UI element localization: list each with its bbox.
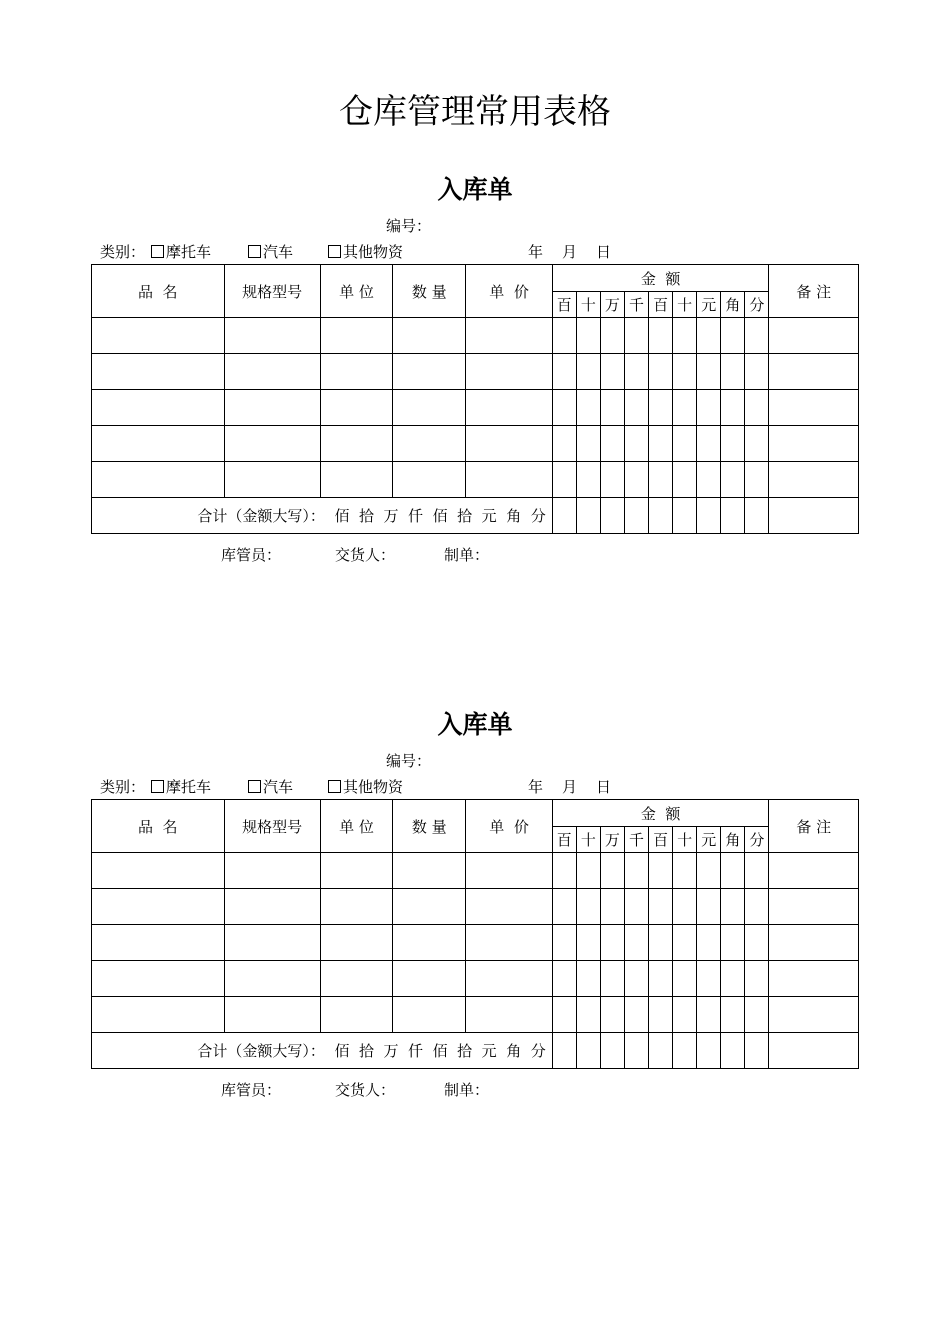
table-cell[interactable]	[393, 354, 466, 390]
table-cell[interactable]	[721, 426, 745, 462]
table-row	[92, 925, 859, 961]
table-cell[interactable]	[224, 925, 320, 961]
table-cell[interactable]	[393, 426, 466, 462]
form-title: 入库单	[437, 710, 513, 739]
table-cell[interactable]	[673, 1033, 697, 1069]
table-cell[interactable]	[393, 889, 466, 925]
table-cell[interactable]	[552, 961, 576, 997]
table-cell[interactable]	[624, 390, 648, 426]
table-cell[interactable]	[600, 889, 624, 925]
table-cell[interactable]	[600, 925, 624, 961]
table-row	[92, 853, 859, 889]
table-cell[interactable]	[697, 390, 721, 426]
table-row	[92, 426, 859, 462]
table-cell[interactable]	[576, 498, 600, 534]
table-cell[interactable]	[320, 354, 392, 390]
table-cell[interactable]	[697, 1033, 721, 1069]
table-cell[interactable]	[552, 889, 576, 925]
table-cell[interactable]	[393, 997, 466, 1033]
table-cell[interactable]	[721, 390, 745, 426]
table-cell[interactable]	[224, 889, 320, 925]
table-row	[92, 997, 859, 1033]
table-cell[interactable]	[769, 318, 859, 354]
table-cell[interactable]	[600, 354, 624, 390]
checkbox[interactable]	[248, 245, 261, 258]
table-cell[interactable]	[92, 354, 225, 390]
table-cell[interactable]	[624, 318, 648, 354]
table-cell[interactable]	[576, 426, 600, 462]
table-cell[interactable]	[649, 925, 673, 961]
category-option[interactable]	[151, 776, 211, 797]
table-cell[interactable]	[673, 997, 697, 1033]
table-cell[interactable]	[92, 426, 225, 462]
table-cell[interactable]	[224, 853, 320, 889]
table-cell[interactable]	[552, 1033, 576, 1069]
signature-label: 交货人：	[335, 1081, 396, 1099]
table-cell[interactable]	[320, 997, 392, 1033]
table-cell[interactable]	[624, 961, 648, 997]
table-cell[interactable]	[649, 853, 673, 889]
table-cell[interactable]	[697, 426, 721, 462]
table-cell[interactable]	[745, 318, 769, 354]
table-cell[interactable]	[466, 997, 552, 1033]
table-cell[interactable]	[624, 354, 648, 390]
table-cell[interactable]	[320, 318, 392, 354]
table-cell[interactable]	[600, 498, 624, 534]
amount-digit-header: 十	[673, 827, 697, 853]
table-cell[interactable]	[721, 498, 745, 534]
table-cell[interactable]	[769, 997, 859, 1033]
table-cell[interactable]	[320, 961, 392, 997]
table-cell[interactable]	[721, 997, 745, 1033]
category-option[interactable]	[248, 241, 293, 262]
header-row	[92, 800, 859, 827]
table-cell[interactable]	[92, 390, 225, 426]
table-cell[interactable]	[552, 462, 576, 498]
table-cell[interactable]	[649, 1033, 673, 1069]
table-cell[interactable]	[745, 889, 769, 925]
column-header-spec: 规格型号	[224, 800, 320, 853]
table-cell[interactable]	[320, 390, 392, 426]
column-header-remark: 备 注	[769, 265, 859, 318]
category-label: 类别：	[100, 243, 146, 261]
table-cell[interactable]	[576, 997, 600, 1033]
amount-digit-header: 百	[552, 292, 576, 318]
checkbox[interactable]	[328, 780, 341, 793]
table-cell[interactable]	[649, 318, 673, 354]
table-cell[interactable]	[673, 889, 697, 925]
category-option-label: 汽车	[263, 778, 294, 796]
table-cell[interactable]	[624, 853, 648, 889]
amount-digit-header: 百	[649, 292, 673, 318]
amount-digit-header: 元	[697, 292, 721, 318]
table-cell[interactable]	[673, 462, 697, 498]
table-cell[interactable]	[624, 997, 648, 1033]
table-cell[interactable]	[624, 889, 648, 925]
table-cell[interactable]	[769, 498, 859, 534]
table-cell[interactable]	[552, 997, 576, 1033]
table-cell[interactable]	[600, 390, 624, 426]
table-cell[interactable]	[721, 961, 745, 997]
table-cell[interactable]	[649, 462, 673, 498]
table-cell[interactable]	[224, 426, 320, 462]
date-part-label: 年	[528, 778, 544, 796]
table-cell[interactable]	[649, 498, 673, 534]
table-cell[interactable]	[673, 426, 697, 462]
table-cell[interactable]	[600, 1033, 624, 1069]
amount-digit-header: 万	[600, 827, 624, 853]
table-cell[interactable]	[697, 462, 721, 498]
table-cell[interactable]	[769, 354, 859, 390]
table-cell[interactable]	[224, 462, 320, 498]
table-cell[interactable]	[466, 354, 552, 390]
category-label: 类别：	[100, 778, 146, 796]
table-cell[interactable]	[745, 498, 769, 534]
table-cell[interactable]	[224, 318, 320, 354]
column-header-price: 单 价	[466, 800, 552, 853]
table-cell[interactable]	[92, 961, 225, 997]
table-cell[interactable]	[673, 354, 697, 390]
column-header-unit: 单 位	[320, 800, 392, 853]
table-cell[interactable]	[769, 390, 859, 426]
serial-number-label: 编号：	[386, 752, 432, 770]
category-option[interactable]	[328, 241, 403, 262]
table-cell[interactable]	[393, 462, 466, 498]
table-cell[interactable]	[466, 462, 552, 498]
table-cell[interactable]	[697, 498, 721, 534]
table-cell[interactable]	[224, 390, 320, 426]
checkbox[interactable]	[328, 245, 341, 258]
column-header-amount: 金 额	[552, 800, 769, 827]
date-part-label: 日	[596, 243, 612, 261]
table-cell[interactable]	[92, 462, 225, 498]
inbound-table	[91, 799, 859, 1069]
table-cell[interactable]	[466, 426, 552, 462]
table-cell[interactable]	[393, 390, 466, 426]
table-cell[interactable]	[697, 889, 721, 925]
table-cell[interactable]	[673, 961, 697, 997]
table-cell[interactable]	[697, 354, 721, 390]
amount-digit-header: 分	[745, 292, 769, 318]
table-cell[interactable]	[552, 498, 576, 534]
table-cell[interactable]	[466, 318, 552, 354]
column-header-price: 单 价	[466, 265, 552, 318]
table-cell[interactable]	[745, 961, 769, 997]
table-cell[interactable]	[320, 462, 392, 498]
column-header-amount: 金 额	[552, 265, 769, 292]
table-cell[interactable]	[649, 426, 673, 462]
category-option-label: 摩托车	[166, 778, 212, 796]
table-cell[interactable]	[745, 426, 769, 462]
table-cell[interactable]	[393, 925, 466, 961]
table-cell[interactable]	[624, 498, 648, 534]
header-row	[92, 265, 859, 292]
category-option[interactable]	[151, 241, 211, 262]
table-cell[interactable]	[769, 426, 859, 462]
table-cell[interactable]	[320, 889, 392, 925]
total-label: 合计（金额大写）： 佰 拾 万 仟 佰 拾 元 角 分	[92, 1033, 553, 1069]
column-header-name: 品 名	[92, 800, 225, 853]
amount-digit-header: 元	[697, 827, 721, 853]
table-cell[interactable]	[673, 390, 697, 426]
table-row	[92, 354, 859, 390]
column-header-unit: 单 位	[320, 265, 392, 318]
table-cell[interactable]	[393, 853, 466, 889]
table-cell[interactable]	[224, 354, 320, 390]
table-cell[interactable]	[552, 853, 576, 889]
table-cell[interactable]	[649, 997, 673, 1033]
table-cell[interactable]	[552, 354, 576, 390]
table-cell[interactable]	[552, 925, 576, 961]
table-cell[interactable]	[769, 462, 859, 498]
category-option[interactable]	[248, 776, 293, 797]
table-cell[interactable]	[466, 925, 552, 961]
table-cell[interactable]	[769, 925, 859, 961]
table-cell[interactable]	[721, 1033, 745, 1069]
table-cell[interactable]	[697, 853, 721, 889]
table-cell[interactable]	[721, 318, 745, 354]
table-cell[interactable]	[649, 889, 673, 925]
table-cell[interactable]	[576, 390, 600, 426]
table-cell[interactable]	[697, 925, 721, 961]
table-cell[interactable]	[92, 997, 225, 1033]
table-cell[interactable]	[92, 925, 225, 961]
table-cell[interactable]	[697, 997, 721, 1033]
table-cell[interactable]	[92, 889, 225, 925]
page-title: 仓库管理常用表格	[339, 92, 611, 132]
table-cell[interactable]	[576, 961, 600, 997]
table-cell[interactable]	[624, 426, 648, 462]
amount-digit-header: 十	[576, 292, 600, 318]
table-cell[interactable]	[721, 354, 745, 390]
table-cell[interactable]	[649, 390, 673, 426]
amount-digit-header: 十	[673, 292, 697, 318]
table-cell[interactable]	[769, 853, 859, 889]
table-cell[interactable]	[552, 318, 576, 354]
table-cell[interactable]	[721, 925, 745, 961]
category-option-label: 其他物资	[343, 778, 404, 796]
table-cell[interactable]	[320, 853, 392, 889]
table-cell[interactable]	[224, 961, 320, 997]
table-cell[interactable]	[320, 925, 392, 961]
table-cell[interactable]	[466, 390, 552, 426]
signature-label: 交货人：	[335, 546, 396, 564]
signature-label: 库管员：	[221, 1081, 282, 1099]
amount-digit-header: 角	[721, 827, 745, 853]
table-cell[interactable]	[649, 961, 673, 997]
table-cell[interactable]	[624, 925, 648, 961]
signature-label: 制单：	[444, 546, 490, 564]
table-cell[interactable]	[721, 462, 745, 498]
table-cell[interactable]	[745, 1033, 769, 1069]
category-option-label: 摩托车	[166, 243, 212, 261]
table-row	[92, 318, 859, 354]
signature-label: 制单：	[444, 1081, 490, 1099]
table-cell[interactable]	[673, 925, 697, 961]
date-part-label: 年	[528, 243, 544, 261]
category-option-label: 汽车	[263, 243, 294, 261]
checkbox[interactable]	[248, 780, 261, 793]
table-cell[interactable]	[393, 318, 466, 354]
signature-label: 库管员：	[221, 546, 282, 564]
checkbox[interactable]	[151, 245, 164, 258]
table-cell[interactable]	[745, 997, 769, 1033]
amount-digit-header: 分	[745, 827, 769, 853]
table-cell[interactable]	[673, 498, 697, 534]
table-cell[interactable]	[673, 853, 697, 889]
table-cell[interactable]	[745, 462, 769, 498]
table-cell[interactable]	[92, 318, 225, 354]
table-cell[interactable]	[745, 925, 769, 961]
table-cell[interactable]	[769, 961, 859, 997]
table-cell[interactable]	[576, 889, 600, 925]
table-cell[interactable]	[576, 1033, 600, 1069]
table-cell[interactable]	[576, 853, 600, 889]
table-row	[92, 462, 859, 498]
column-header-name: 品 名	[92, 265, 225, 318]
amount-digit-header: 百	[552, 827, 576, 853]
column-header-remark: 备 注	[769, 800, 859, 853]
table-cell[interactable]	[320, 426, 392, 462]
table-cell[interactable]	[466, 889, 552, 925]
inbound-table	[91, 264, 859, 534]
form-title: 入库单	[437, 175, 513, 204]
table-cell[interactable]	[624, 1033, 648, 1069]
table-cell[interactable]	[745, 354, 769, 390]
table-cell[interactable]	[745, 853, 769, 889]
table-cell[interactable]	[600, 426, 624, 462]
serial-number-label: 编号：	[386, 217, 432, 235]
category-option[interactable]	[328, 776, 403, 797]
table-cell[interactable]	[600, 318, 624, 354]
date-part-label: 月	[562, 243, 578, 261]
table-cell[interactable]	[466, 961, 552, 997]
table-row	[92, 889, 859, 925]
date-part-label: 日	[596, 778, 612, 796]
table-cell[interactable]	[624, 462, 648, 498]
amount-digit-header: 千	[624, 827, 648, 853]
table-cell[interactable]	[721, 853, 745, 889]
table-cell[interactable]	[600, 462, 624, 498]
table-cell[interactable]	[745, 390, 769, 426]
amount-digit-header: 十	[576, 827, 600, 853]
table-cell[interactable]	[393, 961, 466, 997]
table-cell[interactable]	[649, 354, 673, 390]
column-header-spec: 规格型号	[224, 265, 320, 318]
table-cell[interactable]	[769, 1033, 859, 1069]
column-header-qty: 数 量	[393, 265, 466, 318]
table-cell[interactable]	[552, 426, 576, 462]
table-cell[interactable]	[576, 354, 600, 390]
amount-digit-header: 千	[624, 292, 648, 318]
table-cell[interactable]	[697, 318, 721, 354]
table-cell[interactable]	[769, 889, 859, 925]
table-cell[interactable]	[224, 997, 320, 1033]
column-header-qty: 数 量	[393, 800, 466, 853]
table-cell[interactable]	[673, 318, 697, 354]
amount-digit-header: 万	[600, 292, 624, 318]
table-cell[interactable]	[466, 853, 552, 889]
table-cell[interactable]	[576, 318, 600, 354]
table-cell[interactable]	[600, 961, 624, 997]
checkbox[interactable]	[151, 780, 164, 793]
amount-digit-header: 角	[721, 292, 745, 318]
table-cell[interactable]	[576, 462, 600, 498]
category-option-label: 其他物资	[343, 243, 404, 261]
table-row	[92, 390, 859, 426]
total-label: 合计（金额大写）： 佰 拾 万 仟 佰 拾 元 角 分	[92, 498, 553, 534]
table-cell[interactable]	[721, 889, 745, 925]
table-cell[interactable]	[92, 853, 225, 889]
table-cell[interactable]	[576, 925, 600, 961]
table-cell[interactable]	[600, 997, 624, 1033]
amount-digit-header: 百	[649, 827, 673, 853]
total-row	[92, 1033, 859, 1069]
table-cell[interactable]	[552, 390, 576, 426]
date-part-label: 月	[562, 778, 578, 796]
table-cell[interactable]	[697, 961, 721, 997]
table-row	[92, 961, 859, 997]
total-row	[92, 498, 859, 534]
table-cell[interactable]	[600, 853, 624, 889]
